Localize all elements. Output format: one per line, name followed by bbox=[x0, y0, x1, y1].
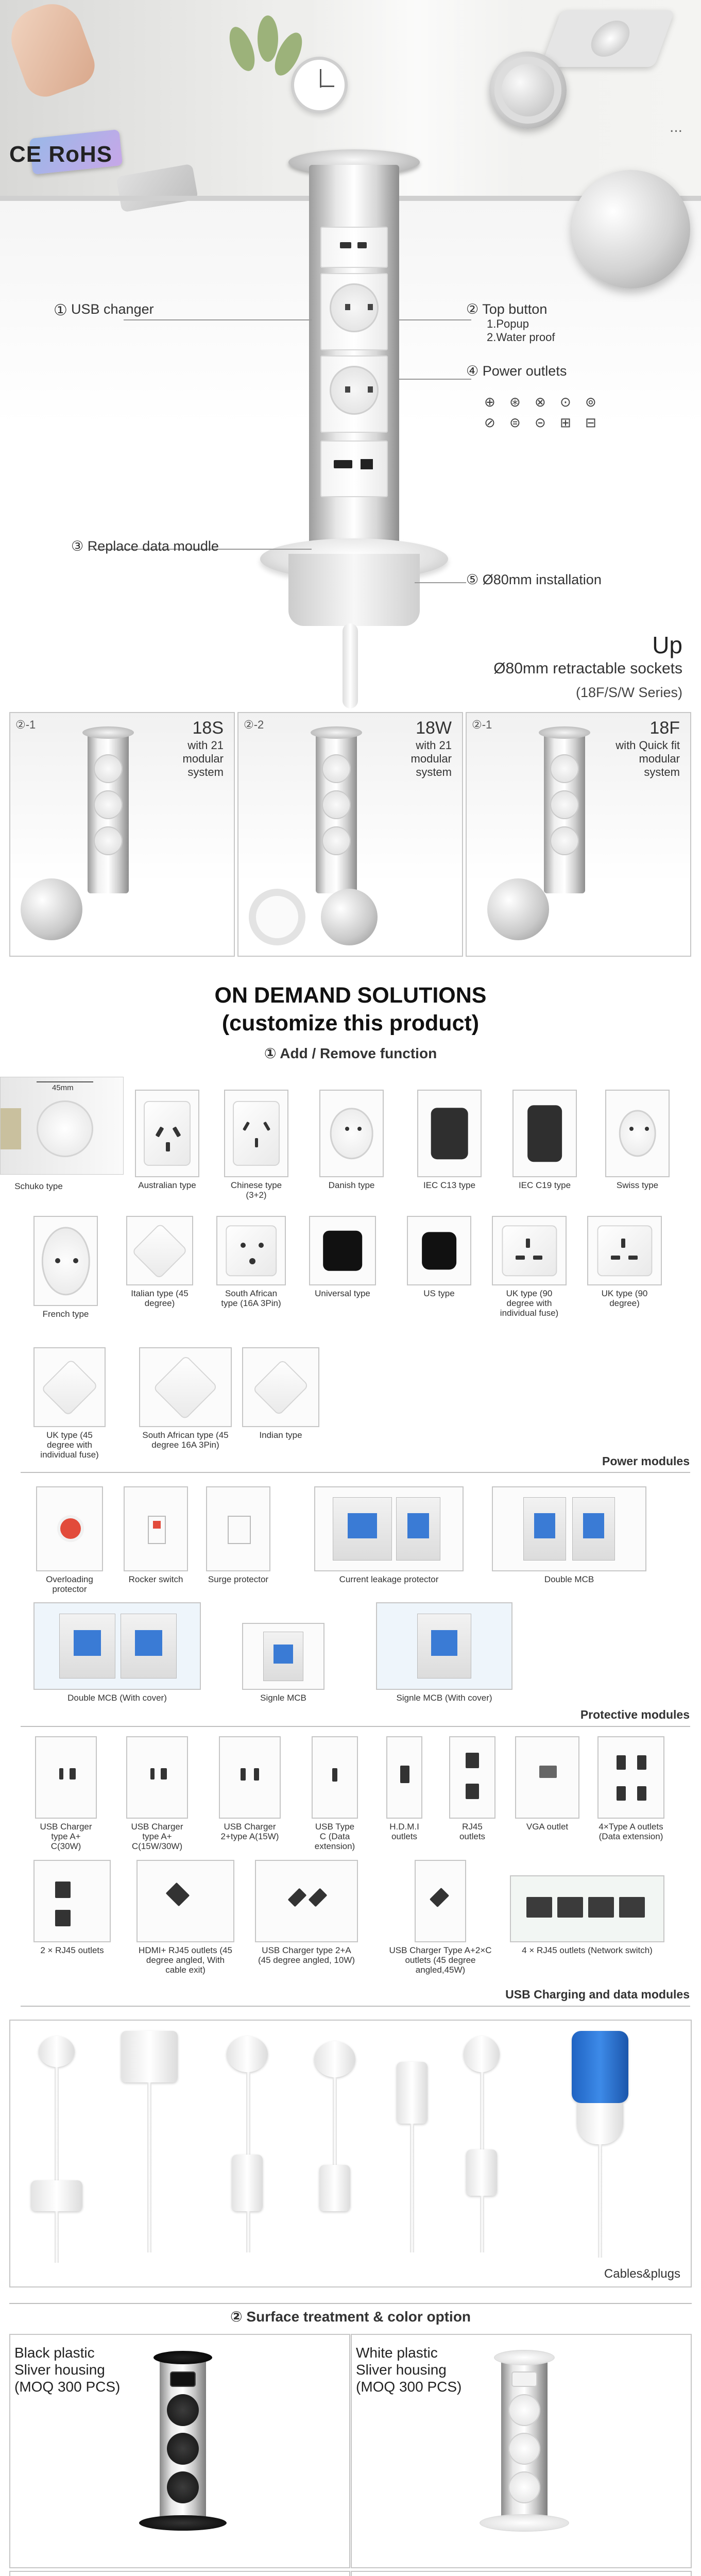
dimension-label: 45mm bbox=[52, 1083, 74, 1092]
module-usb-ac-30w: USB Charger type A+ C(30W) bbox=[35, 1736, 97, 1851]
model-desc: with 21 modular system bbox=[411, 739, 452, 778]
module-italian: Italian type (45 degree) bbox=[126, 1216, 193, 1308]
callout-usb bbox=[71, 301, 154, 317]
data-module-face bbox=[320, 440, 388, 497]
plug-swiss-image bbox=[227, 2036, 268, 2072]
model-ring-image bbox=[249, 889, 305, 945]
callout-data bbox=[71, 538, 219, 554]
power-outlet-1 bbox=[320, 273, 388, 350]
module-danish: Danish type bbox=[319, 1090, 384, 1190]
model-card-18w bbox=[237, 712, 463, 957]
product-series: (18F/S/W Series) bbox=[575, 685, 682, 700]
product-title: Up bbox=[652, 632, 682, 658]
usb-modules-label: USB Charging and data modules bbox=[505, 1988, 690, 2001]
protective-modules-label: Protective modules bbox=[580, 1708, 690, 1721]
color-option-black-black bbox=[9, 2571, 350, 2576]
module-south-african: South African type (16A 3Pin) bbox=[216, 1216, 286, 1308]
module-south-african-45: South African type (45 degree 16A 3Pin) bbox=[139, 1347, 232, 1450]
model-code: ②-1 bbox=[15, 718, 36, 731]
power-cord bbox=[343, 623, 358, 708]
module-uk-90: UK type (90 degree) bbox=[587, 1216, 662, 1308]
model-name: 18W bbox=[416, 718, 452, 738]
ellipsis-icon: ... bbox=[670, 118, 683, 135]
callout-data-num: ③ bbox=[71, 538, 84, 554]
callout-install-label: Ø80mm installation bbox=[482, 572, 602, 587]
module-vga: VGA outlet bbox=[515, 1736, 579, 1832]
module-indian: Indian type bbox=[242, 1347, 319, 1440]
callout-top-num: ② bbox=[466, 301, 479, 317]
plug-danish-image bbox=[464, 2036, 500, 2072]
color-option-white-white bbox=[351, 2571, 692, 2576]
product-title-block bbox=[493, 631, 682, 701]
module-double-mcb-cover: Double MCB (With cover) bbox=[33, 1602, 201, 1703]
plant-image bbox=[221, 15, 304, 118]
module-usb-ac-15-30w: USB Charger type A+ C(15W/30W) bbox=[126, 1736, 188, 1851]
module-4xrj45-switch: 4 × RJ45 outlets (Network switch) bbox=[510, 1875, 664, 1955]
model-lid-image bbox=[21, 878, 82, 940]
model-code: ②-1 bbox=[472, 718, 492, 731]
callout-top-label: Top button bbox=[482, 301, 548, 317]
plug-french-image bbox=[314, 2041, 355, 2077]
module-hdmi: H.D.M.I outlets bbox=[386, 1736, 422, 1841]
module-current-leakage: Current leakage protector bbox=[314, 1486, 464, 1584]
module-usb-2a-45: USB Charger type 2+A (45 degree angled, 10W) bbox=[255, 1860, 358, 1965]
model-desc: with Quick fit modular system bbox=[615, 739, 680, 778]
ce-rohs-mark: CE RoHS bbox=[9, 142, 113, 167]
callout-usb-num: ① bbox=[54, 302, 67, 319]
callout-top-sub1: 1.Popup bbox=[487, 317, 529, 330]
power-modules-label: Power modules bbox=[602, 1454, 690, 1468]
module-surge: Surge protector bbox=[206, 1486, 270, 1584]
plug-industrial-image bbox=[572, 2031, 628, 2103]
callout-outlets-label: Power outlets bbox=[482, 363, 567, 379]
callout-usb-label: USB changer bbox=[71, 301, 154, 317]
module-usb-a2c-45: USB Charger Type A+2×C outlets (45 degree angled,45W) bbox=[381, 1860, 500, 1975]
demand-subtitle: (customize this product) bbox=[221, 1011, 480, 1036]
module-french: French type bbox=[33, 1216, 98, 1319]
callout-top-sub2: 2.Water proof bbox=[487, 331, 555, 344]
module-schuko-label-holder bbox=[5, 1178, 72, 1191]
model-code: ②-2 bbox=[244, 718, 264, 731]
color-option-black-silver: Black plastic Sliver housing (MOQ 300 PCS) bbox=[9, 2334, 350, 2568]
section1-title: ① Add / Remove function bbox=[264, 1045, 437, 1061]
plug-us-image bbox=[397, 2062, 428, 2124]
usb-charger-face bbox=[320, 227, 388, 268]
socket-tower bbox=[309, 165, 399, 546]
demand-title: ON DEMAND SOLUTIONS bbox=[214, 983, 487, 1008]
module-us: US type bbox=[407, 1216, 471, 1298]
lid-closeup-image bbox=[572, 170, 690, 289]
popup-plate-image bbox=[541, 10, 675, 67]
module-usb-c-data: USB Type C (Data extension) bbox=[312, 1736, 358, 1851]
plug-uk-image bbox=[121, 2031, 178, 2082]
module-uk-fused-45: UK type (45 degree with individual fuse) bbox=[33, 1347, 106, 1460]
clock-image bbox=[291, 57, 348, 113]
model-name: 18S bbox=[192, 718, 224, 738]
callout-outlets bbox=[466, 363, 567, 379]
module-overload: Overloading protector bbox=[36, 1486, 103, 1594]
module-dimension-image bbox=[0, 1077, 124, 1175]
module-swiss: Swiss type bbox=[605, 1090, 670, 1190]
callout-data-label: Replace data moudle bbox=[87, 538, 219, 554]
tower-black-silver-image bbox=[160, 2358, 206, 2528]
model-name: 18F bbox=[649, 718, 680, 738]
outlet-type-icons: ⊕ ⊛ ⊗ ⊙ ⊚ ⊘ ⊜ ⊝ ⊞ ⊟ bbox=[484, 394, 602, 430]
callout-install-num: ⑤ bbox=[466, 572, 479, 587]
plug-schuko-image bbox=[39, 2036, 75, 2067]
module-universal: Universal type bbox=[309, 1216, 376, 1298]
callout-top-button bbox=[466, 301, 555, 344]
module-usb-2a-15w: USB Charger 2+type A(15W) bbox=[219, 1736, 281, 1841]
module-2xrj45: 2 × RJ45 outlets bbox=[33, 1860, 111, 1955]
model-tower-image bbox=[88, 734, 129, 893]
model-desc: with 21 modular system bbox=[182, 739, 224, 778]
module-iec-c19: IEC C19 type bbox=[512, 1090, 577, 1190]
module-rj45: RJ45 outlets bbox=[449, 1736, 495, 1841]
model-lid-image bbox=[487, 878, 549, 940]
cables-and-plugs bbox=[9, 2020, 692, 2287]
module-single-mcb-cover: Signle MCB (With cover) bbox=[376, 1602, 512, 1703]
module-australian: Australian type bbox=[135, 1090, 199, 1190]
module-iec-c13: IEC C13 type bbox=[417, 1090, 482, 1190]
module-chinese: Chinese type (3+2) bbox=[224, 1090, 288, 1200]
model-tower-image bbox=[316, 734, 357, 893]
model-tower-image bbox=[544, 734, 585, 893]
callout-install bbox=[466, 572, 602, 588]
module-schuko: Schuko type bbox=[14, 1181, 63, 1191]
cables-caption: Cables&plugs bbox=[604, 2267, 680, 2281]
model-variants bbox=[9, 712, 692, 957]
tower-white-silver-image bbox=[501, 2358, 548, 2528]
tower-base bbox=[288, 554, 420, 626]
module-hdmi-rj45-45: HDMI+ RJ45 outlets (45 degree angled, With cable exit) bbox=[136, 1860, 234, 1975]
module-uk-fused-90: UK type (90 degree with individual fuse) bbox=[492, 1216, 567, 1318]
model-card-18f bbox=[466, 712, 691, 957]
section2-title: ② Surface treatment & color option bbox=[230, 2309, 471, 2325]
module-4xusb-a: 4×Type A outlets (Data extension) bbox=[597, 1736, 664, 1841]
module-rocker-switch: Rocker switch bbox=[124, 1486, 188, 1584]
module-double-mcb: Double MCB bbox=[492, 1486, 646, 1584]
model-lid-image bbox=[321, 889, 378, 945]
model-card-18s bbox=[9, 712, 235, 957]
color-option-white-silver: White plastic Sliver housing (MOQ 300 PCS) bbox=[351, 2334, 692, 2568]
power-outlet-2 bbox=[320, 355, 388, 433]
hero-banner bbox=[0, 0, 701, 708]
product-subtitle: Ø80mm retractable sockets bbox=[493, 660, 682, 677]
module-single-mcb: Signle MCB bbox=[242, 1623, 324, 1703]
callout-outlets-num: ④ bbox=[466, 363, 479, 379]
